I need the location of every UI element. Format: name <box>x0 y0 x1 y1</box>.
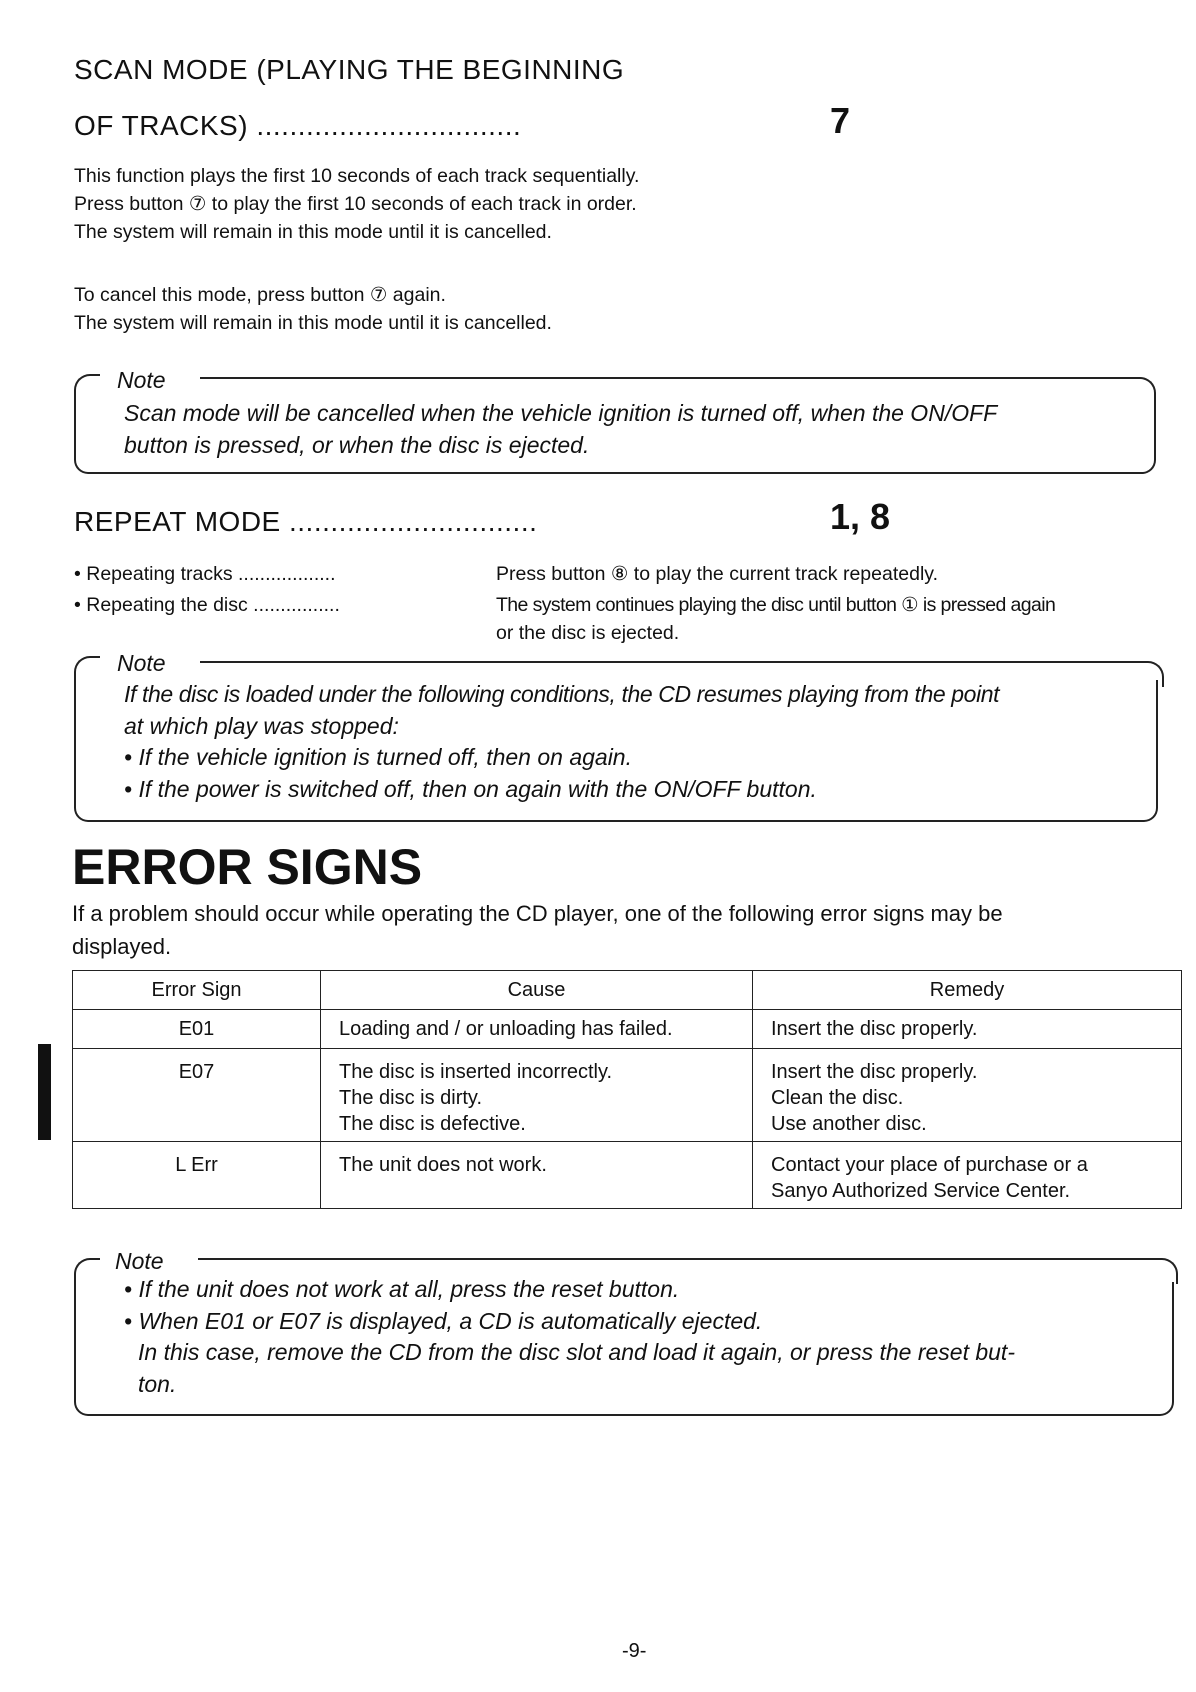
header-cause: Cause <box>321 971 753 1010</box>
scan-para1-line: The system will remain in this mode until it is cancelled. <box>74 221 552 243</box>
cause-cell <box>321 1010 753 1049</box>
remedy-line: Clean the disc. <box>771 1087 904 1109</box>
table-row <box>73 1142 1182 1209</box>
note-label: Note <box>117 367 166 393</box>
scan-mode-para2 <box>74 281 552 337</box>
scan-mode-para1 <box>74 162 639 246</box>
scan-para2-line: The system will remain in this mode until it is cancelled. <box>74 312 552 334</box>
table-header-row <box>73 971 1182 1010</box>
scan-note-line: button is pressed, or when the disc is ejected. <box>124 431 590 458</box>
remedy-line: Insert the disc properly. <box>771 1018 978 1040</box>
repeat-note-line: • If the vehicle ignition is turned off, then on again. <box>124 744 632 770</box>
cause-line: The disc is dirty. <box>339 1087 482 1109</box>
error-signs-title: ERROR SIGNS <box>72 839 423 895</box>
remedy-cell <box>753 1049 1182 1142</box>
cause-line: Loading and / or unloading has failed. <box>339 1018 673 1040</box>
remedy-cell <box>753 1010 1182 1049</box>
scan-para2-line: To cancel this mode, press button ⑦ again. <box>74 284 446 306</box>
error-note-line: • If the unit does not work at all, press the reset button. <box>124 1276 680 1302</box>
remedy-line: Insert the disc properly. <box>771 1061 978 1083</box>
error-note-line: ton. <box>138 1370 177 1397</box>
repeat-note-line: If the disc is loaded under the following conditions, the CD resumes playing from the point <box>124 681 1000 707</box>
scan-mode-heading-line1: SCAN MODE (PLAYING THE BEGINNING <box>74 54 625 85</box>
scan-mode-ref: 7 <box>830 100 851 141</box>
scan-note-line: Scan mode will be cancelled when the vehicle ignition is turned off, when the ON/OFF <box>124 400 998 426</box>
header-sign: Error Sign <box>73 971 321 1010</box>
remedy-line: Contact your place of purchase or a <box>771 1154 1088 1176</box>
intro-line: displayed. <box>72 934 172 959</box>
cause-line: The unit does not work. <box>339 1154 547 1176</box>
repeat-item-label: • Repeating the disc ................ <box>74 594 340 616</box>
note-label: Note <box>115 1248 164 1274</box>
cause-line: The disc is inserted incorrectly. <box>339 1061 613 1083</box>
table-row <box>73 1010 1182 1049</box>
error-table <box>72 970 1182 1209</box>
scan-para1-line: This function plays the first 10 seconds of each track sequentially. <box>74 165 640 187</box>
error-signs-intro <box>72 897 1003 963</box>
cause-line: The disc is defective. <box>339 1113 526 1135</box>
error-sign-cell: E01 <box>73 1010 321 1049</box>
header-remedy: Remedy <box>753 971 1182 1010</box>
repeat-note-line: at which play was stopped: <box>124 712 399 739</box>
repeat-mode-heading: REPEAT MODE .............................. <box>74 506 538 537</box>
cause-cell <box>321 1142 753 1209</box>
repeat-item-label: • Repeating tracks .................. <box>74 563 336 585</box>
repeat-item-desc: Press button ⑧ to play the current track repeatedly. <box>496 563 939 585</box>
repeat-note-line: • If the power is switched off, then on again with the ON/OFF button. <box>124 775 817 802</box>
table-row <box>73 1049 1182 1142</box>
margin-bar <box>38 1044 51 1140</box>
intro-line: If a problem should occur while operating the CD player, one of the following error signs may be <box>72 901 1003 926</box>
scan-para1-line: Press button ⑦ to play the first 10 seconds of each track in order. <box>74 193 637 215</box>
scan-mode-heading-line2: OF TRACKS) ................................ <box>74 110 522 141</box>
repeat-item-desc: The system continues playing the disc until button ① is pressed again <box>496 594 1056 616</box>
remedy-line: Sanyo Authorized Service Center. <box>771 1180 1071 1202</box>
page-number: -9- <box>622 1640 647 1662</box>
remedy-cell <box>753 1142 1182 1209</box>
note-label: Note <box>117 650 166 676</box>
cause-cell <box>321 1049 753 1142</box>
repeat-item-desc2: or the disc is ejected. <box>496 622 680 644</box>
error-note-line: • When E01 or E07 is displayed, a CD is automatically ejected. <box>124 1307 763 1334</box>
remedy-line: Use another disc. <box>771 1113 927 1135</box>
error-sign-cell: L Err <box>73 1142 321 1209</box>
error-sign-cell: E07 <box>73 1049 321 1142</box>
error-note-line: In this case, remove the CD from the disc slot and load it again, or press the reset but- <box>138 1339 1015 1365</box>
repeat-mode-ref: 1, 8 <box>830 496 891 537</box>
